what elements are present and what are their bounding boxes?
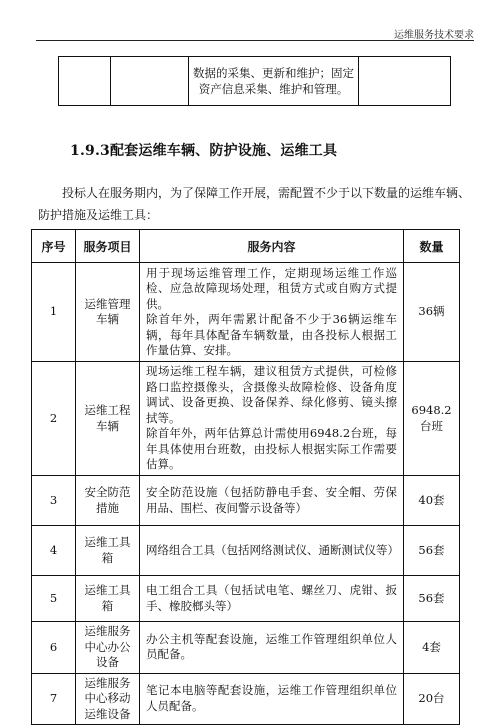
row-content [140, 362, 404, 476]
row-no: 1 [32, 263, 76, 362]
table-row [32, 576, 460, 622]
continued-table [58, 56, 451, 106]
table-cell [359, 57, 451, 106]
row-no: 7 [32, 673, 76, 725]
row-qty: 20台 [404, 673, 460, 725]
content-line: 电工组合工具（包括试电笔、螺丝刀、虎钳、扳手、橡胶榔头等） [146, 583, 397, 613]
row-content [140, 622, 404, 674]
table-row [59, 57, 451, 106]
table-row [32, 526, 460, 576]
content-line: 现场运维工程车辆，建议租赁方式提供，可检修路口监控摄像头，含摄像头故障检修、设备角度调试、设备更换、设备保养、绿化修剪、镜头擦拭等。 [146, 364, 397, 425]
content-line: 笔记本电脑等配套设施，运维工作管理组织单位人员配备。 [146, 683, 397, 713]
row-qty: 6948.2台班 [404, 362, 460, 476]
table-header-row [32, 230, 460, 263]
table-cell [111, 57, 189, 106]
section-title: 1.9.3配套运维车辆、防护设施、运维工具 [70, 143, 338, 159]
row-item: 运维管理车辆 [76, 263, 140, 362]
row-item: 运维服务中心办公设备 [76, 622, 140, 674]
row-item: 运维服务中心移动运维设备 [76, 673, 140, 725]
header-item: 服务项目 [76, 230, 140, 263]
content-line: 安全防范设施（包括防静电手套、安全帽、劳保用品、围栏、夜间警示设备等） [146, 485, 397, 515]
table-row [32, 362, 460, 476]
row-content [140, 263, 404, 362]
row-qty: 40套 [404, 476, 460, 526]
table-row [32, 263, 460, 362]
row-content [140, 576, 404, 622]
table-row [32, 476, 460, 526]
table-cell-content: 数据的采集、更新和维护；固定资产信息采集、维护和管理。 [189, 57, 359, 106]
row-qty: 36辆 [404, 263, 460, 362]
row-content [140, 526, 404, 576]
table-row [32, 673, 460, 725]
row-content [140, 476, 404, 526]
header-content: 服务内容 [140, 230, 404, 263]
row-no: 4 [32, 526, 76, 576]
intro-paragraph: 投标人在服务期内，为了保障工作开展，需配置不少于以下数量的运维车辆、防护措施及运维工具： [38, 186, 471, 222]
content-line: 用于现场运维管理工作，定期现场运维工作巡检、应急故障现场处理，租赁方式或自购方式提供。 [146, 265, 397, 311]
row-item: 运维工具箱 [76, 576, 140, 622]
table-row [32, 622, 460, 674]
row-no: 5 [32, 576, 76, 622]
content-line: 除首年外，两年估算总计需使用6948.2台班，每年具体使用台班数，由投标人根据实际工作需要估算。 [146, 426, 397, 472]
content-line: 除首年外，两年需累计配备不少于36辆运维车辆，每年具体配备车辆数量，由各投标人根据工作量估算、安排。 [146, 312, 397, 357]
row-content [140, 673, 404, 725]
row-no: 2 [32, 362, 76, 476]
header-qty: 数量 [404, 230, 460, 263]
row-no: 6 [32, 622, 76, 674]
equipment-table [31, 229, 460, 725]
row-item: 安全防范措施 [76, 476, 140, 526]
row-qty: 4套 [404, 622, 460, 674]
row-item: 运维工程车辆 [76, 362, 140, 476]
row-no: 3 [32, 476, 76, 526]
content-line: 办公主机等配套设施，运维工作管理组织单位人员配备。 [146, 631, 397, 662]
content-line: 网络组合工具（包括网络测试仪、通断测试仪等） [146, 542, 399, 557]
row-qty: 56套 [404, 526, 460, 576]
row-qty: 56套 [404, 576, 460, 622]
header-no: 序号 [32, 230, 76, 263]
page-header: 运维服务技术要求 [394, 30, 474, 41]
header-rule [36, 40, 474, 41]
table-cell [59, 57, 111, 106]
row-item: 运维工具箱 [76, 526, 140, 576]
